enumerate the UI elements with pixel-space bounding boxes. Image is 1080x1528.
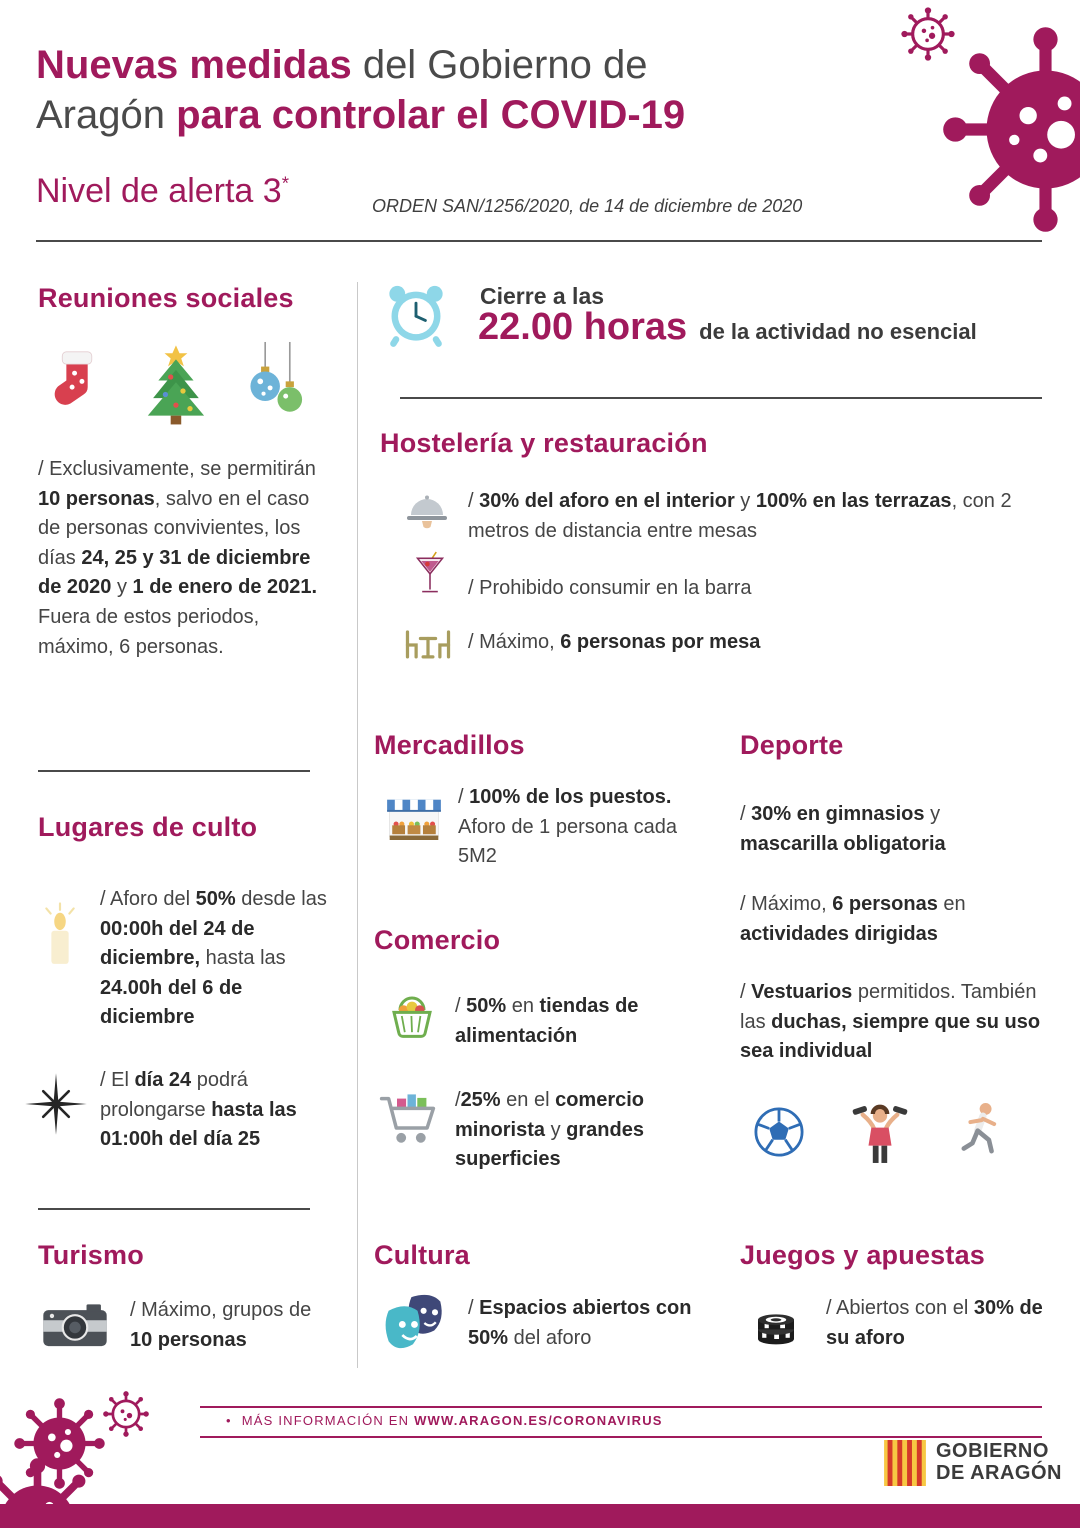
- theater-masks-icon: [378, 1288, 454, 1364]
- footer-rule-bottom: [200, 1436, 1042, 1438]
- page-title: Nuevas medidas del Gobierno de Aragón para controlar el COVID-19: [36, 43, 686, 138]
- section-heading-cultura: Cultura: [374, 1240, 470, 1270]
- closure-intro: Cierre a las: [480, 283, 605, 309]
- juegos-item: / Abiertos con el 30% de su aforo: [826, 1297, 1043, 1349]
- deporte-item-2: / Máximo, 6 personas en actividades dirigidas: [740, 893, 966, 945]
- logo-line-1: GOBIERNO: [936, 1440, 1049, 1463]
- bottom-bar: [0, 1504, 1080, 1528]
- logo-text: [936, 1441, 1062, 1484]
- ornaments-icon: [234, 328, 316, 438]
- grocery-basket-icon: [382, 985, 442, 1047]
- shopping-cart-icon: [376, 1085, 446, 1157]
- closure-time: 22.00 horas: [478, 306, 688, 348]
- gobierno-aragon-logo: [884, 1440, 1062, 1486]
- poker-chips-icon: [746, 1290, 806, 1352]
- column-divider: [357, 282, 358, 1368]
- stocking-icon: [36, 328, 118, 438]
- section-heading-deporte: Deporte: [740, 730, 844, 760]
- bullet: •: [226, 1413, 232, 1428]
- culto-item-2: / El día 24 podrá prolongarse hasta las 01:00h del día 25: [100, 1069, 297, 1151]
- soccer-ball-icon: [744, 1097, 814, 1167]
- alarm-clock-icon: [380, 278, 452, 350]
- section-heading-juegos: Juegos y apuestas: [740, 1240, 986, 1270]
- culto-item-1: / Aforo del 50% desde las 00:00h del 24 de diciembre, hasta las 24.00h del 6 de diciembre: [100, 888, 327, 1029]
- virus-icon: [938, 22, 1080, 237]
- candle-icon: [24, 902, 96, 974]
- cocktail-icon: [404, 545, 456, 607]
- alert-level: [36, 172, 289, 211]
- dumbbell-woman-icon: [844, 1093, 916, 1171]
- alert-level-text: Nivel de alerta 3: [36, 172, 282, 210]
- more-info-text: MÁS INFORMACIÓN EN WWW.ARAGON.ES/CORONAVIRUS: [241, 1413, 663, 1428]
- section-heading-hosteleria: Hostelería y restauración: [380, 428, 708, 458]
- christmas-icons-row: [36, 328, 316, 443]
- turismo-item: / Máximo, grupos de 10 personas: [130, 1299, 312, 1351]
- aragon-flag-icon: [884, 1440, 926, 1486]
- christmas-tree-icon: [132, 328, 220, 440]
- table-chairs-icon: [396, 618, 460, 672]
- market-stall-icon: [382, 792, 446, 856]
- cloche-icon: [398, 488, 456, 538]
- section-heading-comercio: Comercio: [374, 925, 501, 955]
- section-heading-mercadillos: Mercadillos: [374, 730, 525, 760]
- closure-line: [478, 306, 977, 349]
- sparkle-star-icon: [24, 1072, 88, 1136]
- deporte-item-1: / 30% en gimnasios y mascarilla obligatoria: [740, 803, 946, 855]
- logo-line-2: DE ARAGÓN: [936, 1462, 1062, 1484]
- more-info-bar: [226, 1413, 663, 1428]
- hosteleria-item-3: / Máximo, 6 personas por mesa: [468, 631, 761, 653]
- section-heading-culto: Lugares de culto: [38, 812, 258, 842]
- section-heading-reuniones: Reuniones sociales: [38, 283, 294, 313]
- section-heading-turismo: Turismo: [38, 1240, 144, 1270]
- mercadillos-item: / 100% de los puestos. Aforo de 1 persona cada 5M2: [458, 786, 678, 868]
- reuniones-body: / Exclusivamente, se permitirán 10 personas, salvo en el caso de personas convivientes, los días 24, 25 y 31 de diciembre de 2020 y 1 de enero de 2021. Fuera de estos periodos, máximo, 6 personas.: [38, 458, 318, 658]
- header-divider: [36, 240, 1042, 242]
- divider: [400, 397, 1042, 399]
- deporte-item-3: / Vestuarios permitidos. También las duchas, siempre que su uso sea individual: [740, 981, 1041, 1063]
- hosteleria-item-1: / 30% del aforo en el interior y 100% en las terrazas, con 2 metros de distancia entre mesas: [468, 490, 1012, 542]
- comercio-item-2: /25% en el comercio minorista y grandes superficies: [455, 1089, 645, 1171]
- order-reference: ORDEN SAN/1256/2020, de 14 de diciembre de 2020: [372, 196, 803, 216]
- closure-suffix: de la actividad no esencial: [699, 319, 977, 344]
- hosteleria-item-2: / Prohibido consumir en la barra: [468, 577, 752, 599]
- comercio-item-1: / 50% en tiendas de alimentación: [455, 995, 639, 1047]
- divider: [38, 1208, 310, 1210]
- virus-icon: [102, 1390, 150, 1438]
- cultura-item: / Espacios abiertos con 50% del aforo: [468, 1297, 692, 1349]
- footer-rule-top: [200, 1406, 1042, 1408]
- sports-icons-row: [744, 1092, 1044, 1172]
- alert-asterisk: *: [281, 172, 289, 194]
- runner-icon: [946, 1093, 1012, 1171]
- divider: [38, 770, 310, 772]
- camera-icon: [32, 1290, 118, 1362]
